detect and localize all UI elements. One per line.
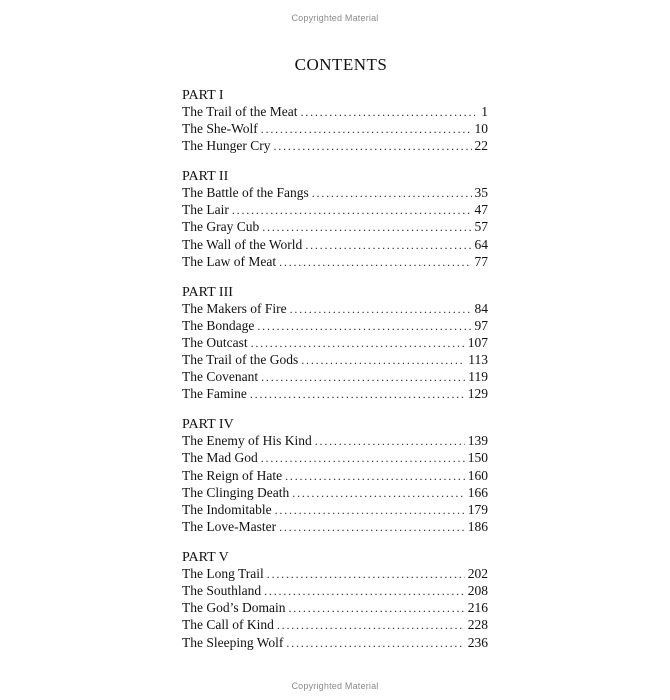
toc-entry: [182, 432, 488, 449]
chapter-title: The Battle of the Fangs: [182, 185, 309, 201]
toc-part: [182, 88, 488, 155]
dot-leader: [305, 237, 471, 254]
chapter-page-number: 10: [474, 121, 488, 137]
toc-entry: [182, 484, 488, 501]
dot-leader: [262, 219, 471, 236]
dot-leader: [261, 369, 465, 386]
toc-entry: [182, 634, 488, 651]
dot-leader: [286, 635, 464, 652]
toc-part: [182, 550, 488, 651]
chapter-title: The Covenant: [182, 369, 259, 385]
part-heading: PART V: [182, 549, 229, 565]
chapter-page-number: 113: [468, 352, 488, 368]
toc-entry: [182, 501, 488, 518]
chapter-page-number: 57: [474, 219, 488, 235]
toc-entry: [182, 582, 488, 599]
toc-entry: [182, 616, 488, 633]
dot-leader: [285, 468, 465, 485]
toc-entry: [182, 599, 488, 616]
chapter-page-number: 228: [467, 617, 488, 633]
chapter-title: The Call of Kind: [182, 617, 274, 633]
copyright-notice-top: Copyrighted Material: [291, 13, 379, 23]
chapter-page-number: 35: [474, 185, 488, 201]
copyright-notice-bottom: Copyrighted Material: [291, 681, 379, 691]
toc-entry: [182, 236, 488, 253]
chapter-page-number: 208: [467, 582, 488, 598]
chapter-page-number: 150: [467, 450, 488, 466]
chapter-title: The Trail of the Gods: [182, 352, 299, 368]
toc-entry: [182, 317, 488, 334]
dot-leader: [277, 617, 465, 634]
dot-leader: [279, 519, 465, 536]
toc-entry: [182, 201, 488, 218]
dot-leader: [257, 318, 471, 335]
chapter-page-number: 97: [474, 317, 488, 333]
dot-leader: [251, 335, 465, 352]
dot-leader: [300, 104, 475, 121]
toc-entry: [182, 300, 488, 317]
dot-leader: [273, 138, 471, 155]
chapter-page-number: 1: [481, 104, 488, 119]
chapter-page-number: 22: [474, 138, 488, 154]
chapter-title: The Trail of the Meat: [182, 104, 298, 119]
chapter-title: The Famine: [182, 386, 247, 402]
chapter-title: The Hunger Cry: [182, 138, 271, 154]
toc-entry: [182, 334, 488, 351]
toc-entry: [182, 518, 488, 535]
chapter-page-number: 236: [467, 634, 488, 650]
chapter-page-number: 129: [467, 386, 488, 402]
chapter-page-number: 202: [467, 565, 488, 581]
chapter-page-number: 216: [467, 600, 488, 616]
chapter-title: The Wall of the World: [182, 236, 303, 252]
dot-leader: [261, 121, 472, 138]
toc-entry: [182, 351, 488, 368]
chapter-title: The Sleeping Wolf: [182, 634, 284, 650]
chapter-title: The Bondage: [182, 317, 255, 333]
dot-leader: [264, 583, 465, 600]
dot-leader: [315, 433, 465, 450]
dot-leader: [261, 450, 465, 467]
dot-leader: [279, 254, 471, 271]
chapter-title: The God’s Domain: [182, 600, 286, 616]
chapter-title: The Reign of Hate: [182, 467, 283, 483]
dot-leader: [275, 502, 465, 519]
chapter-title: The Clinging Death: [182, 484, 290, 500]
toc-entry: [182, 253, 488, 270]
table-of-contents: [182, 88, 488, 665]
toc-part: [182, 285, 488, 403]
dot-leader: [289, 600, 465, 617]
toc-part: [182, 169, 488, 270]
chapter-title: The Love-Master: [182, 519, 277, 535]
chapter-page-number: 119: [468, 369, 488, 385]
chapter-title: The Law of Meat: [182, 253, 277, 269]
part-heading: PART II: [182, 169, 229, 185]
chapter-page-number: 160: [467, 467, 488, 483]
chapter-page-number: 186: [467, 519, 488, 535]
dot-leader: [292, 485, 465, 502]
chapter-title: The Outcast: [182, 334, 248, 350]
dot-leader: [267, 566, 465, 583]
toc-entry: [182, 368, 488, 385]
part-heading: PART IV: [182, 417, 234, 433]
chapter-page-number: 84: [474, 300, 488, 316]
dot-leader: [290, 301, 472, 318]
dot-leader: [250, 386, 465, 403]
chapter-title: The Southland: [182, 582, 262, 598]
dot-leader: [301, 352, 465, 369]
chapter-page-number: 166: [467, 484, 488, 500]
chapter-title: The Makers of Fire: [182, 300, 287, 316]
toc-entry: [182, 467, 488, 484]
toc-part: [182, 417, 488, 535]
chapter-title: The Long Trail: [182, 565, 264, 581]
chapter-page-number: 64: [474, 236, 488, 252]
toc-entry: [182, 449, 488, 466]
part-heading: PART I: [182, 88, 224, 103]
chapter-page-number: 47: [474, 202, 488, 218]
dot-leader: [312, 185, 472, 202]
chapter-page-number: 77: [474, 253, 488, 269]
toc-entry: [182, 565, 488, 582]
part-heading: PART III: [182, 284, 233, 300]
toc-entry: [182, 218, 488, 235]
chapter-page-number: 107: [467, 334, 488, 350]
toc-entry: [182, 184, 488, 201]
chapter-page-number: 179: [467, 501, 488, 517]
chapter-title: The Mad God: [182, 450, 258, 466]
chapter-title: The Gray Cub: [182, 219, 260, 235]
toc-entry: [182, 120, 488, 137]
chapter-page-number: 139: [467, 433, 488, 449]
toc-entry: [182, 137, 488, 154]
chapter-title: The Indomitable: [182, 501, 272, 517]
chapter-title: The Lair: [182, 202, 229, 218]
toc-entry: [182, 385, 488, 402]
toc-entry: [182, 103, 488, 120]
page-title: CONTENTS: [294, 55, 388, 74]
dot-leader: [232, 202, 472, 219]
chapter-title: The She-Wolf: [182, 121, 258, 137]
chapter-title: The Enemy of His Kind: [182, 433, 312, 449]
